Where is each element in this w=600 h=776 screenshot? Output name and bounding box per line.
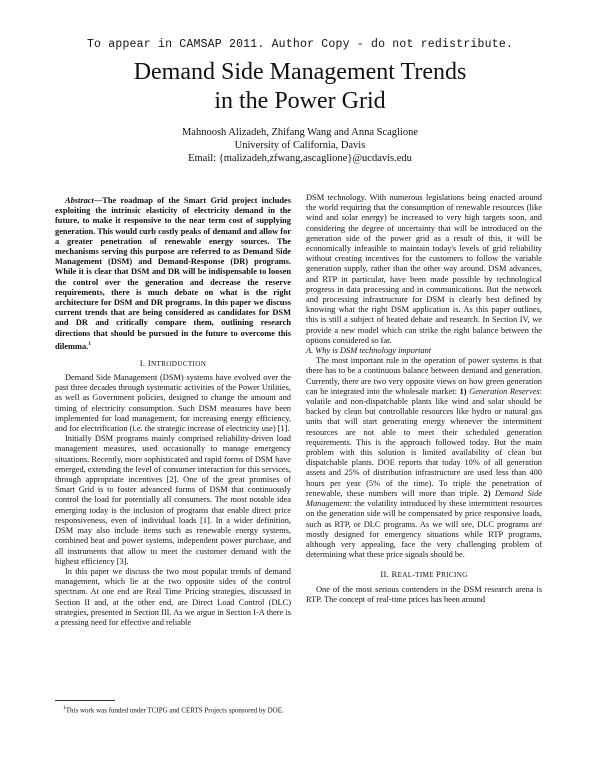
section-2-title-c: RICING: [441, 571, 468, 580]
why-dsm-num-1: 1): [459, 386, 470, 396]
section-heading-real-time-pricing: [306, 569, 542, 580]
section-2-title-b: P: [436, 569, 442, 580]
paper-title: [0, 58, 600, 116]
section-1-numeral: I. I: [139, 357, 151, 368]
intro-paragraph-1: Demand Side Management (DSM) systems have evolved over the past three decades through systematic activities of the Power Utilities, as well as Government policies, designed to change the amount and timing of electricity consumption. Such DSM measures have been implemented for load management, for increasing energy efficiency, and for electrification (i.e. the strategic increase of electricity use) [1].: [55, 373, 291, 434]
title-line-2: in the Power Grid: [214, 88, 386, 114]
intro-paragraph-3: In this paper we discuss the two most popular trends of demand management, which lie at the two opposite sides of the control spectrum. At one end are Real Time Pricing strategies, discussed in Section II and, at the other end, are Direct Load Control (DLC) strategies, presented in Section III. As we argue in Section I-A there is a pressing need for effective and reliable: [55, 566, 291, 627]
distribution-notice: To appear in CAMSAP 2011. Author Copy - do not redistribute.: [86, 38, 514, 51]
intro-paragraph-4: DSM technology. With numerous legislations being enacted around the world requiring that the consumption of renewable resources (like wind and solar energy) be increased to very high targets soon, and considering the degree of uncertainty that will be introduced on the generation side of the power grid as a result of this, it will be economically infeasible to maintain today's levels of grid reliability without creating incentives for the customers to follow the variable generation supply, rather than the other way around. DSM advances, and RTP in particular, have been made possible by technological progress in data processing and in communications. But the network and processing infrastructure for DSM is clearly best defined by knowing what the right DSM application is. As this paper outlines, this is still a subject of heated debate and research. In Section IV, we provide a new model which can strike the right balance between the options considered so far.: [306, 193, 542, 345]
abstract-footnote-mark: 1: [88, 340, 92, 347]
term-generation-reserves: Generation Reserves: [469, 386, 540, 396]
abstract: [55, 196, 291, 352]
footnote-body: This work was funded under TCIPG and CERTS Projects sponsored by DOE.: [65, 706, 284, 715]
why-dsm-text-b: : volatile and non-dispatchable plants like wind and solar should be backed by clean but controllable resources like hydro or natural gas units that will start generating energy whenever the intermittent resources are not able to meet their scheduled generation requirements. This is the approach followed today. But the main problem with this solution is limited availability of clean but dispatchable plants. DOE reports that today 10% of all generation assets and 25% of distribution infrastructure are used less than 400 hours per year (5% of the time). To triple the penetration of renewable, these numbers will more than triple.: [306, 386, 542, 498]
subsection-heading-why-dsm: A. Why is DSM technology important: [306, 346, 432, 356]
why-dsm-paragraph: [306, 356, 542, 560]
why-dsm-text-c: : the volatility introduced by these intermittent resources on the generation side will be compensated by price responsive loads, such as RTP, or DLC programs. As we will see, DLC programs are mostly designed for emergency situations while RTP programs, although very appealing, face the very challenging problem of determining what these price signals should be.: [306, 499, 542, 560]
abstract-lead: Abstract: [65, 196, 94, 205]
section-2-title-a: EAL-TIME: [397, 571, 437, 580]
footnote-rule: [55, 700, 115, 701]
footnote: [55, 700, 291, 715]
why-dsm-text-a: The most important rule in the operation of power systems is that there has to be a continuous balance between demand and generation. Currently, there are two very opposite views on how green generation can be integrated into the wholesale market:: [306, 356, 542, 396]
author-affiliation: University of California, Davis: [234, 140, 366, 151]
why-dsm-num-2: 2): [483, 488, 495, 498]
author-block: [0, 126, 600, 165]
footnote-mark: 1: [63, 705, 66, 711]
abstract-text: —The roadmap of the Smart Grid project includes exploiting the intrinsic elasticity of electricity demand in the future, to make it responsive to the near term cost of supplying generation. This would curb costly peaks of demand and allow for a greater penetration of renewable energy sources. The mechanisms serving this purpose are referred to as Demand Side Management (DSM) and Demand-Response (DR) programs. While it is clear that DSM and DR will be indispensable to loosen the control over the generation and decrease the reserve requirements, there is much debate on what is the right architecture for DSM and DR programs. In this paper we discuss current trends that are being considered as candidates for DSM and DR and critically compare them, outlining research directions that should be pursued in the future to overcome this dilemma.: [55, 196, 291, 351]
left-column: [55, 196, 291, 628]
right-column: [306, 193, 542, 605]
term-demand-side-management: Demand Side Management: [306, 488, 542, 509]
author-names: Mahnoosh Alizadeh, Zhifang Wang and Anna Scaglione: [181, 127, 419, 138]
intro-paragraph-2: Initially DSM programs mainly comprised reliability-driven load management measures, used occasionally to manage emergency situations. Recently, more sophisticated and rapid forms of DSM have emerged, extending the level of consumer interaction for this services, through appropriate incentives [2]. One of the great promises of Smart Grid is to foster advanced forms of DSM that continuously control the load for potentially all consumers. The most notable idea emerging today is the inclusion of programs that enable direct price responsiveness, even of individual loads [1]. In a wider definition, DSM may also include items such as renewable energy systems, combined heat and power systems, independent power purchase, and all instruments that allow to meet the customer demand with the highest efficiency [3].: [55, 434, 291, 566]
footnote-text: [55, 704, 291, 715]
section-1-title: NTRODUCTION: [151, 359, 207, 368]
title-line-1: Demand Side Management Trends: [133, 59, 467, 85]
section-heading-introduction: [55, 358, 291, 369]
section-2-numeral: II. R: [380, 569, 398, 580]
rtp-paragraph-1: One of the most serious contenders in the DSM research arena is RTP. The concept of real-time prices has been around: [306, 584, 542, 604]
author-email: Email: {malizadeh,zfwang,ascaglione}@ucdavis.edu: [188, 153, 412, 164]
